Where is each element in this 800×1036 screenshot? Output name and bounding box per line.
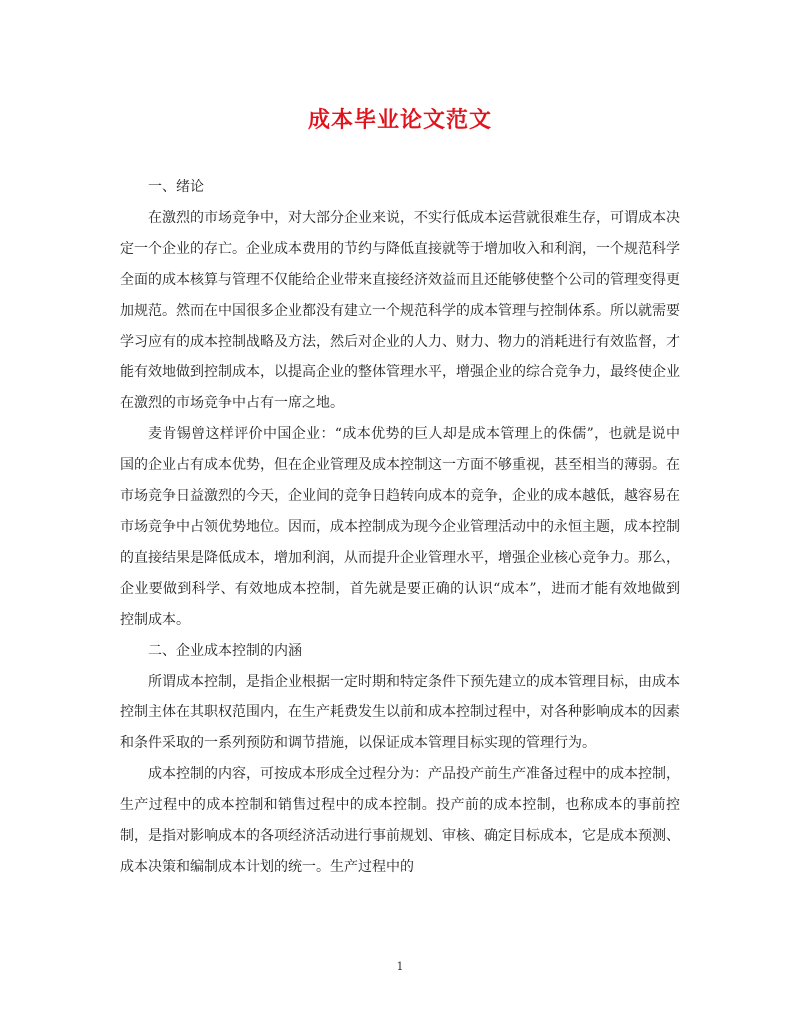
- page-number: 1: [396, 960, 404, 973]
- document-body: [120, 172, 680, 883]
- document-title: 成本毕业论文范文: [307, 107, 492, 133]
- section-heading-cost-control: 二、企业成本控制的内涵: [148, 642, 302, 659]
- paragraph-cost-control-1: 所谓成本控制，是指企业根据一定时期和特定条件下预先建立的成本管理目标，由成本控制主体在其职权范围内，在生产耗费发生以前和成本控制过程中，对各种影响成本的因素和条件采取的一系列预防和调节措施，以保证成本管理目标实现的管理行为。: [120, 673, 680, 752]
- paragraph-introduction-2: 麦肯锡曾这样评价中国企业：“成本优势的巨人却是成本管理上的侏儒”，也就是说中国的企业占有成本优势，但在企业管理及成本控制这一方面不够重视，甚至相当的薄弱。在市场竞争日益激烈的今天，企业间的竞争日趋转向成本的竞争，企业的成本越低，越容易在市场竞争中占领优势地位。因而，成本控制成为现今企业管理活动中的永恒主题，成本控制的直接结果是降低成本，增加利润，从而提升企业管理水平，增强企业核心竞争力。那么，企业要做到科学、有效地成本控制，首先就是要正确的认识“成本”，进而才能有效地做到控制成本。: [120, 426, 680, 628]
- paragraph-introduction-1: 在激烈的市场竞争中，对大部分企业来说，不实行低成本运营就很难生存，可谓成本决定一个企业的存亡。企业成本费用的节约与降低直接就等于增加收入和利润，一个规范科学全面的成本核算与管理不仅能给企业带来直接经济效益而且还能够使整个公司的管理变得更加规范。然而在中国很多企业都没有建立一个规范科学的成本管理与控制体系。所以就需要学习应有的成本控制战略及方法，然后对企业的人力、财力、物力的消耗进行有效监督，才能有效地做到控制成本，以提高企业的整体管理水平，增强企业的综合竞争力，最终使企业在激烈的市场竞争中占有一席之地。: [120, 209, 680, 412]
- section-heading-introduction: 一、绪论: [148, 179, 204, 195]
- paragraph-cost-control-2: 成本控制的内容，可按成本形成全过程分为：产品投产前生产准备过程中的成本控制，生产过程中的成本控制和销售过程中的成本控制。投产前的成本控制，也称成本的事前控制，是指对影响成本的各项经济活动进行事前规划、审核、确定目标成本，它是成本预测、成本决策和编制成本计划的统一。生产过程中的: [120, 766, 680, 875]
